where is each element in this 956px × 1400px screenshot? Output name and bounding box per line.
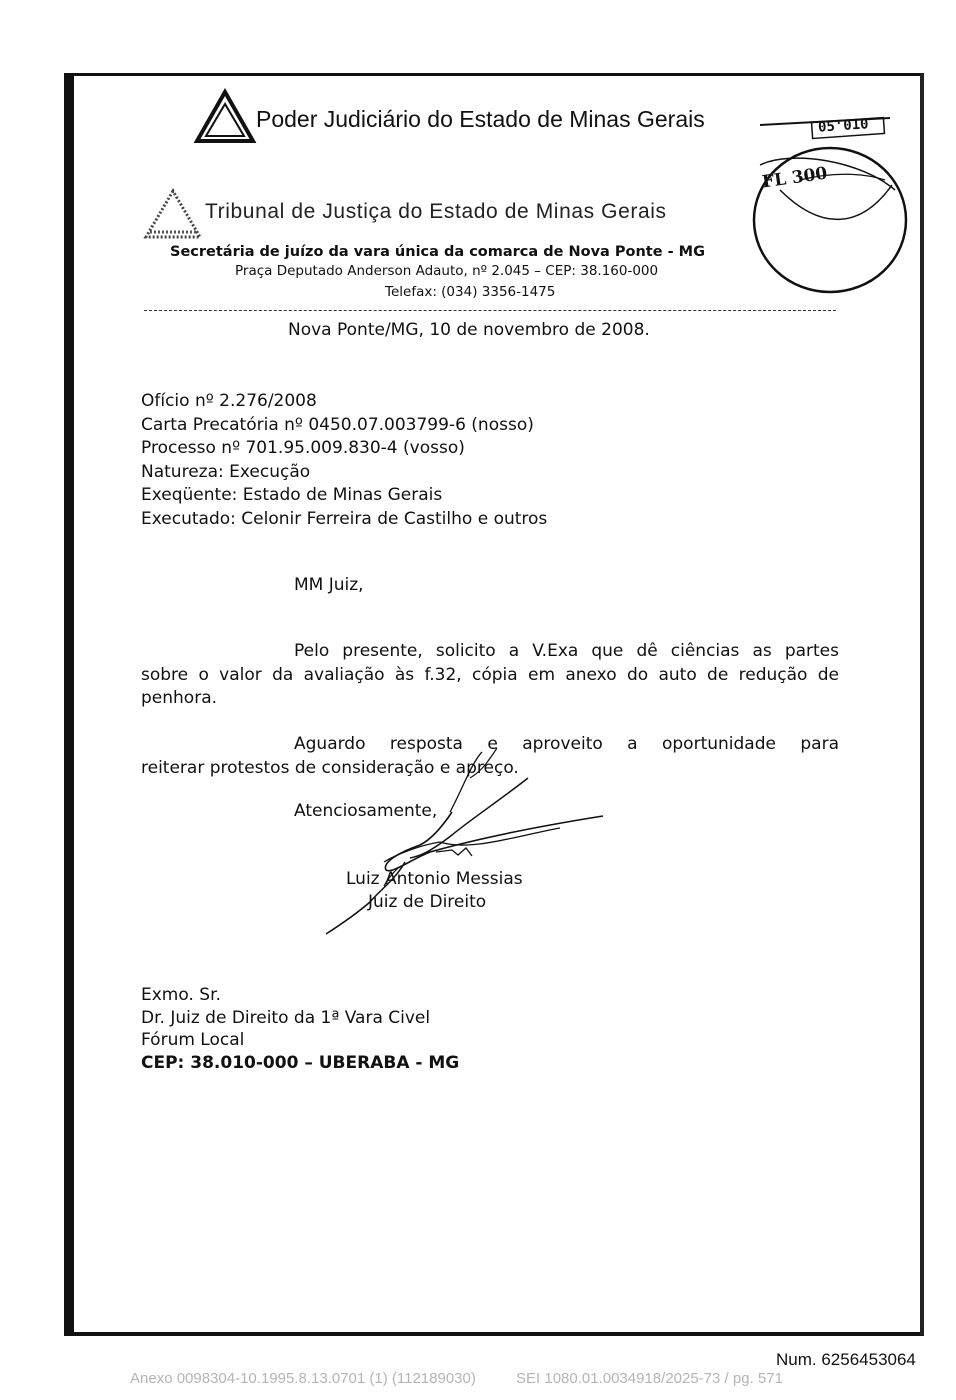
court-title: Poder Judiciário do Estado de Minas Gerais xyxy=(256,106,705,132)
addressee-block xyxy=(141,984,459,1074)
addressee-cep: CEP: 38.010-000 – UBERABA - MG xyxy=(141,1052,460,1073)
reference-line: Ofício nº 2.276/2008 xyxy=(141,391,317,411)
greeting: MM Juiz, xyxy=(294,575,364,595)
footer-watermark xyxy=(130,1370,819,1387)
secretaria-line: Secretária de juízo da vara única da comarca de Nova Ponte - MG xyxy=(170,244,705,260)
address-line: Praça Deputado Anderson Adauto, nº 2.045 – CEP: 38.160-000 xyxy=(235,263,659,279)
footer-sei: SEI 1080.01.0034918/2025-73 / pg. 571 xyxy=(516,1370,783,1387)
stamp-number: 05'010 xyxy=(817,116,870,136)
signer-role: Juiz de Direito xyxy=(368,892,487,912)
addressee-line: Dr. Juiz de Direito da 1ª Vara Civel xyxy=(141,1007,431,1028)
reference-line: Exeqüente: Estado de Minas Gerais xyxy=(141,485,443,505)
stamp-folio: FL 300 xyxy=(760,163,829,193)
addressee-line: Fórum Local xyxy=(141,1030,245,1050)
phone-line: Telefax: (034) 3356-1475 xyxy=(385,284,556,300)
tribunal-title: Tribunal de Justiça do Estado de Minas Gerais xyxy=(205,200,667,223)
addressee-line: Exmo. Sr. xyxy=(141,985,221,1005)
reference-line: Processo nº 701.95.009.830-4 (vosso) xyxy=(141,438,465,458)
document-number: Num. 6256453064 xyxy=(776,1350,916,1369)
reference-line: Executado: Celonir Ferreira de Castilho e outros xyxy=(141,508,548,529)
closing-salutation: Atenciosamente, xyxy=(294,801,438,821)
reference-line: Natureza: Execução xyxy=(141,461,311,482)
paragraph-text: sobre o valor da avaliação às f.32, cópia em anexo do auto de redução de penhora. xyxy=(141,664,839,708)
reference-line: Carta Precatória nº 0450.07.003799-6 (nosso) xyxy=(141,414,534,435)
signer-name: Luiz Antonio Messias xyxy=(346,869,523,889)
footer-annex: Anexo 0098304-10.1995.8.13.0701 (1) (112189030) xyxy=(130,1370,476,1387)
paragraph-line: Pelo presente, solicito a V.Exa que dê ciências as partes xyxy=(294,641,839,661)
date-line: Nova Ponte/MG, 10 de novembro de 2008. xyxy=(288,320,650,340)
paragraph-line: Aguardo resposta e aproveito a oportunidade para xyxy=(294,734,839,754)
paragraph-text: reiterar protestos de consideração e apreço. xyxy=(141,757,519,778)
